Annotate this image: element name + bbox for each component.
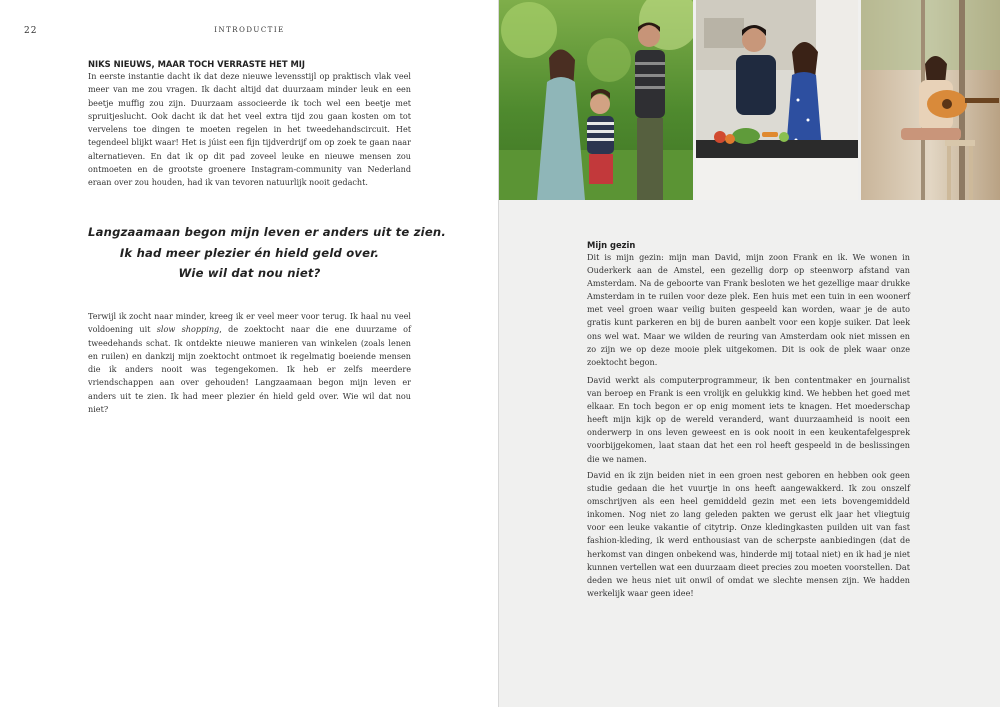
family-section <box>587 240 910 369</box>
section-heading: NIKS NIEUWS, MAAR TOCH VERRASTE HET MIJ <box>88 59 306 69</box>
family-section-3 <box>587 469 910 600</box>
family-outdoors-photo <box>499 0 693 200</box>
left-page <box>0 0 499 707</box>
intro-paragraph-2 <box>88 310 411 416</box>
section-heading-family: Mijn gezin <box>587 240 636 250</box>
family-paragraph-1: Dit is mijn gezin: mijn man David, mijn zoon Frank en ik. We wonen in Ouderkerk aan de Amstel, een gezellig dorp op steenworp afstand van Amsterdam. Na de geboorte van Frank besloten we het gezellige maar drukke Amsterdam in te ruilen voor deze plek. Een huis met een tuin in een woonerf met veel groen waar veilig buiten gespeeld kan worden, waar je de auto gratis kunt parkeren en bij de buren aanbelt voor een kopje suiker. Dat leek ons wel wat. Maar we wilden de reuring van Amsterdam ook niet missen en zo zijn we op deze mooie plek uitgekomen. Dit is ook de plek waar onze zoektocht begon. <box>587 252 910 367</box>
guitar-player-photo <box>861 0 1000 200</box>
slow-shopping-emphasis: slow shopping <box>156 324 220 335</box>
couple-cooking-photo <box>696 0 858 200</box>
family-paragraph-3: David en ik zijn beiden niet in een groen nest geboren en hebben ook geen studie gedaan die het vuurtje in ons heeft aangewakkerd. Ik zou onszelf omschrijven als een heel gemiddeld gezin met een iets bovengemiddeld inkomen. Nog niet zo lang geleden pakten we gerust elk jaar het vliegtuig voor een leuke vakantie of citytrip. Onze kledingkasten puilden uit van fast fashion-kleding, ik werd enthousiast van de scherpste aanbiedingen (dat de herkomst van dingen onbekend was, hinderde mij totaal niet) en ik had je niet kunnen vertellen wat een duurzaam dieet precies zou moeten voorstellen. Dat deden we heus niet uit onwil of omdat we slechte mensen zijn. We hadden werkelijk waar geen idee! <box>587 470 910 598</box>
page-number: 22 <box>24 26 38 36</box>
paragraph-2-end: , de zoektocht naar die ene duurzame of tweedehands schat. Ik ontdekte nieuwe manieren van winkelen (zoals lenen en ruilen) en dankzij mijn zoektocht ontmoet ik regelmatig boeiende mensen die ik anders nooit was tegengekomen. Ik heb er zelfs meerdere vriendschappen aan over gehouden! Langzaamaan begon mijn leven er anders uit te zien. Ik had meer plezier én hield geld over. Wie wil dat nou niet? <box>88 324 411 415</box>
pull-quote-line-2: Ik had meer plezier én hield geld over. <box>119 245 380 260</box>
intro-paragraph-1: In eerste instantie dacht ik dat deze nieuwe levensstijl op praktisch vlak veel meer van me zou vragen. Ik dacht altijd dat duurzaam minder leuk en een beetje muffig zou zijn. Duurzaam associeerde ik toch wel een beetje met spruitjeslucht. Ook dacht ik dat het veel extra tijd zou gaan kosten om tot vervelens toe dingen te moeten regelen in het tweedehandscircuit. Het tegendeel blijkt waar! Het is júist een fijn tijdverdrijf om op zoek te gaan naar alternatieven. En dat ik op dit pad zoveel leuke en nieuwe mensen zou ontmoeten en de grootste groenere Instagram-community van Nederland eraan over zou houden, had ik van tevoren natuurlijk nooit gedacht. <box>88 71 411 188</box>
photo-strip <box>499 0 1000 200</box>
pull-quote-line-3: Wie wil dat nou niet? <box>178 266 321 280</box>
intro-section <box>88 59 411 190</box>
paragraph-2-start: Terwijl ik zocht naar minder, kreeg ik er veel meer voor terug. Ik haal nu veel voldoening uit <box>88 311 411 335</box>
pull-quote-line-1: Langzaamaan begon mijn leven er anders uit te zien. <box>88 225 446 239</box>
running-head: INTRODUCTIE <box>214 26 285 34</box>
pull-quote <box>88 222 446 284</box>
slow-shopping-section <box>88 310 411 416</box>
family-paragraph-2: David werkt als computerprogrammeur, ik ben contentmaker en journalist van beroep en Frank is een vrolijk en gelukkig kind. We hebben het goed met elkaar. En toch begon er op enig moment iets te knagen. Het moederschap heeft mijn kijk op de wereld veranderd, want duurzaamheid is nooit een onderwerp in ons leven geweest en is ook nooit in een keukentafelgesprek voorbijgekomen, laat staan dat het een rol heeft gespeeld in de beslissingen die we namen. <box>587 375 910 464</box>
family-section-2 <box>587 374 910 466</box>
